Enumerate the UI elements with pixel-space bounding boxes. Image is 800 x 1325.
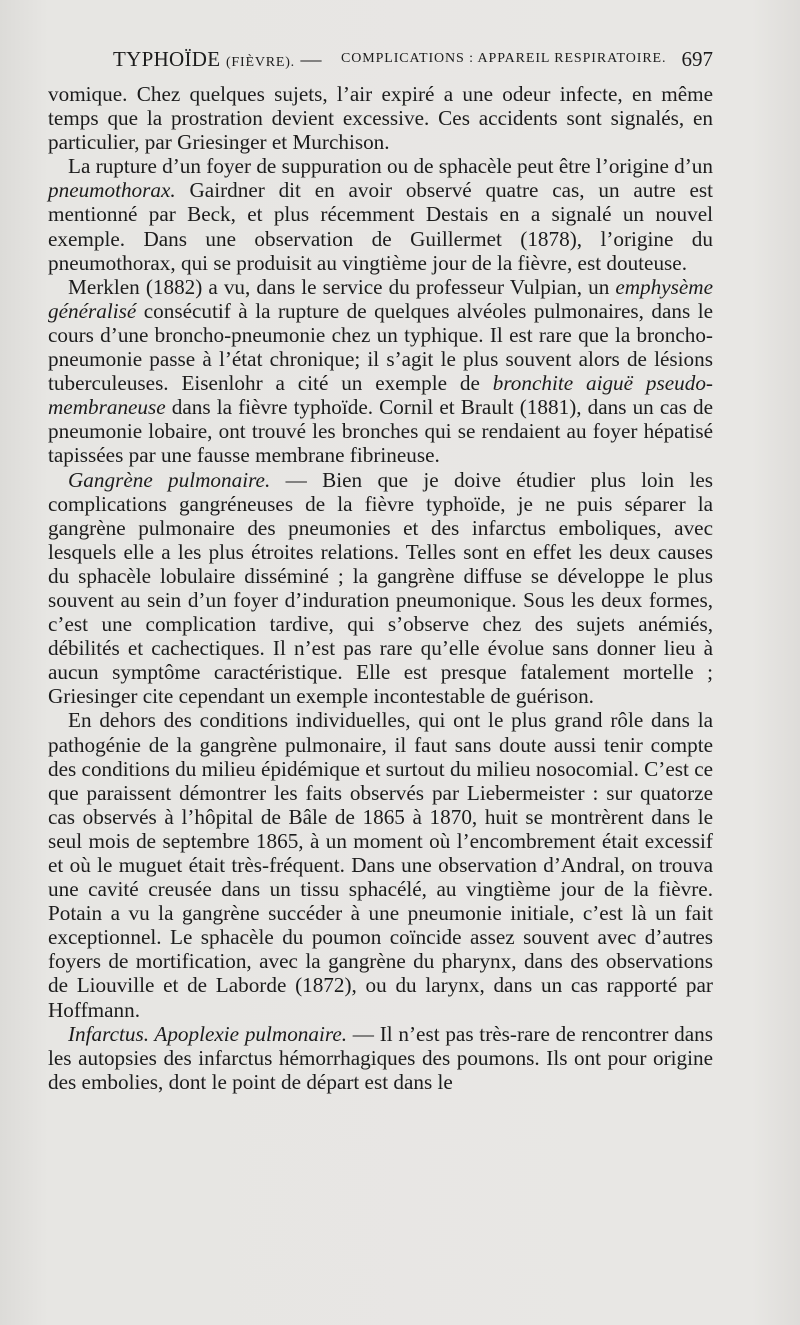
italic-term: bronchite aiguë pseudo-membraneuse: [48, 371, 713, 420]
paragraph: Infarctus. Apoplexie pulmonaire. — Il n’est pas très-rare de rencontrer dans les autopsies des infarctus hémorrhagiques des poumons. Ils ont pour origine des embolies, dont le point de départ est dans le: [48, 1021, 713, 1094]
body-text: [48, 82, 713, 1094]
paragraph: La rupture d’un foyer de suppuration ou de sphacèle peut être l’origine d’un pneumothorax. Gairdner dit en avoir observé quatre cas, un autre est mentionné par Beck, et plus récemment Destais en a signalé un nouvel exemple. Dans une observation de Guillermet (1878), l’origine du pneumothorax, qui se produisit au vingtième jour de la fièvre, est douteuse.: [48, 154, 713, 275]
page-number: 697: [681, 47, 713, 71]
paragraph: vomique. Chez quelques sujets, l’air expiré a une odeur infecte, en même temps que la prostration devient excessive. Ces accidents sont signalés, en particulier, par Griesinger et Murchison.: [48, 82, 713, 155]
section-heading-italic: Gangrène pulmonaire.: [68, 467, 271, 492]
italic-term: emphysème généralisé: [48, 274, 713, 323]
paragraph: En dehors des conditions individuelles, qui ont le plus grand rôle dans la pathogénie de la gangrène pulmonaire, il faut sans doute aussi tenir compte des conditions du milieu épidémique et surtout du milieu nosocomial. C’est ce que paraissent démontrer les faits observés par Liebermeister : sur quatorze cas observés à l’hôpital de Bâle de 1865 à 1870, huit se montrèrent dans le seul mois de septembre 1865, à un moment où l’encombrement était excessif et où le muguet était très-fréquent. Dans une observation d’Andral, on trouva une cavité creusée dans un tissu sphacélé, au vingtième jour de la fièvre. Potain a vu la gangrène succéder à une pneumonie initiale, c’est là un fait exceptionnel. Le sphacèle du poumon coïncide assez souvent avec d’autres foyers de mortification, avec la gangrène du pharynx, dans des observations de Liouville et de Laborde (1872), ou du larynx, dans un cas rapporté par Hoffmann.: [48, 708, 713, 1022]
running-head: [48, 44, 713, 74]
running-head-section: COMPLICATIONS : APPAREIL RESPIRATOIRE.: [341, 51, 667, 66]
italic-term: pneumothorax.: [48, 178, 176, 203]
paragraph: Merklen (1882) a vu, dans le service du professeur Vulpian, un emphysème généralisé consécutif à la rupture de quelques alvéoles pulmonaires, dans le cours d’une broncho-pneumonie chez un typhique. Il est rare que la broncho-pneumonie passe à l’état chronique; il s’agit le plus souvent alors de lésions tuberculeuses. Eisenlohr a cité un exemple de bronchite aiguë pseudo-membraneuse dans la fièvre typhoïde. Cornil et Brault (1881), dans un cas de pneumonie lobaire, ont trouvé les bronches qui se rendaient au foyer hépatisé tapissées par une fausse membrane fibrineuse.: [48, 274, 713, 468]
paragraph: Gangrène pulmonaire. — Bien que je doive étudier plus loin les complications gangréneuses de la fièvre typhoïde, je ne puis séparer la gangrène pulmonaire des pneumonies et des infarctus emboliques, avec lesquels elle a les plus étroites relations. Telles sont en effet les deux causes du sphacèle lobulaire disséminé ; la gangrène diffuse se développe le plus souvent au sein d’un foyer d’induration pneumonique. Sous les deux formes, c’est une complication tardive, qui s’observe chez des sujets anémiés, débilités et cachectiques. Il n’est pas rare qu’elle évolue sans donner lieu à aucun symptôme caractéristique. Elle est presque fatalement mortelle ; Griesinger cite cependant un exemple incontestable de guérison.: [48, 467, 713, 709]
running-head-title: TYPHOÏDE (FIÈVRE). —: [113, 47, 322, 71]
section-heading-italic: Infarctus. Apoplexie pulmonaire.: [68, 1021, 348, 1046]
